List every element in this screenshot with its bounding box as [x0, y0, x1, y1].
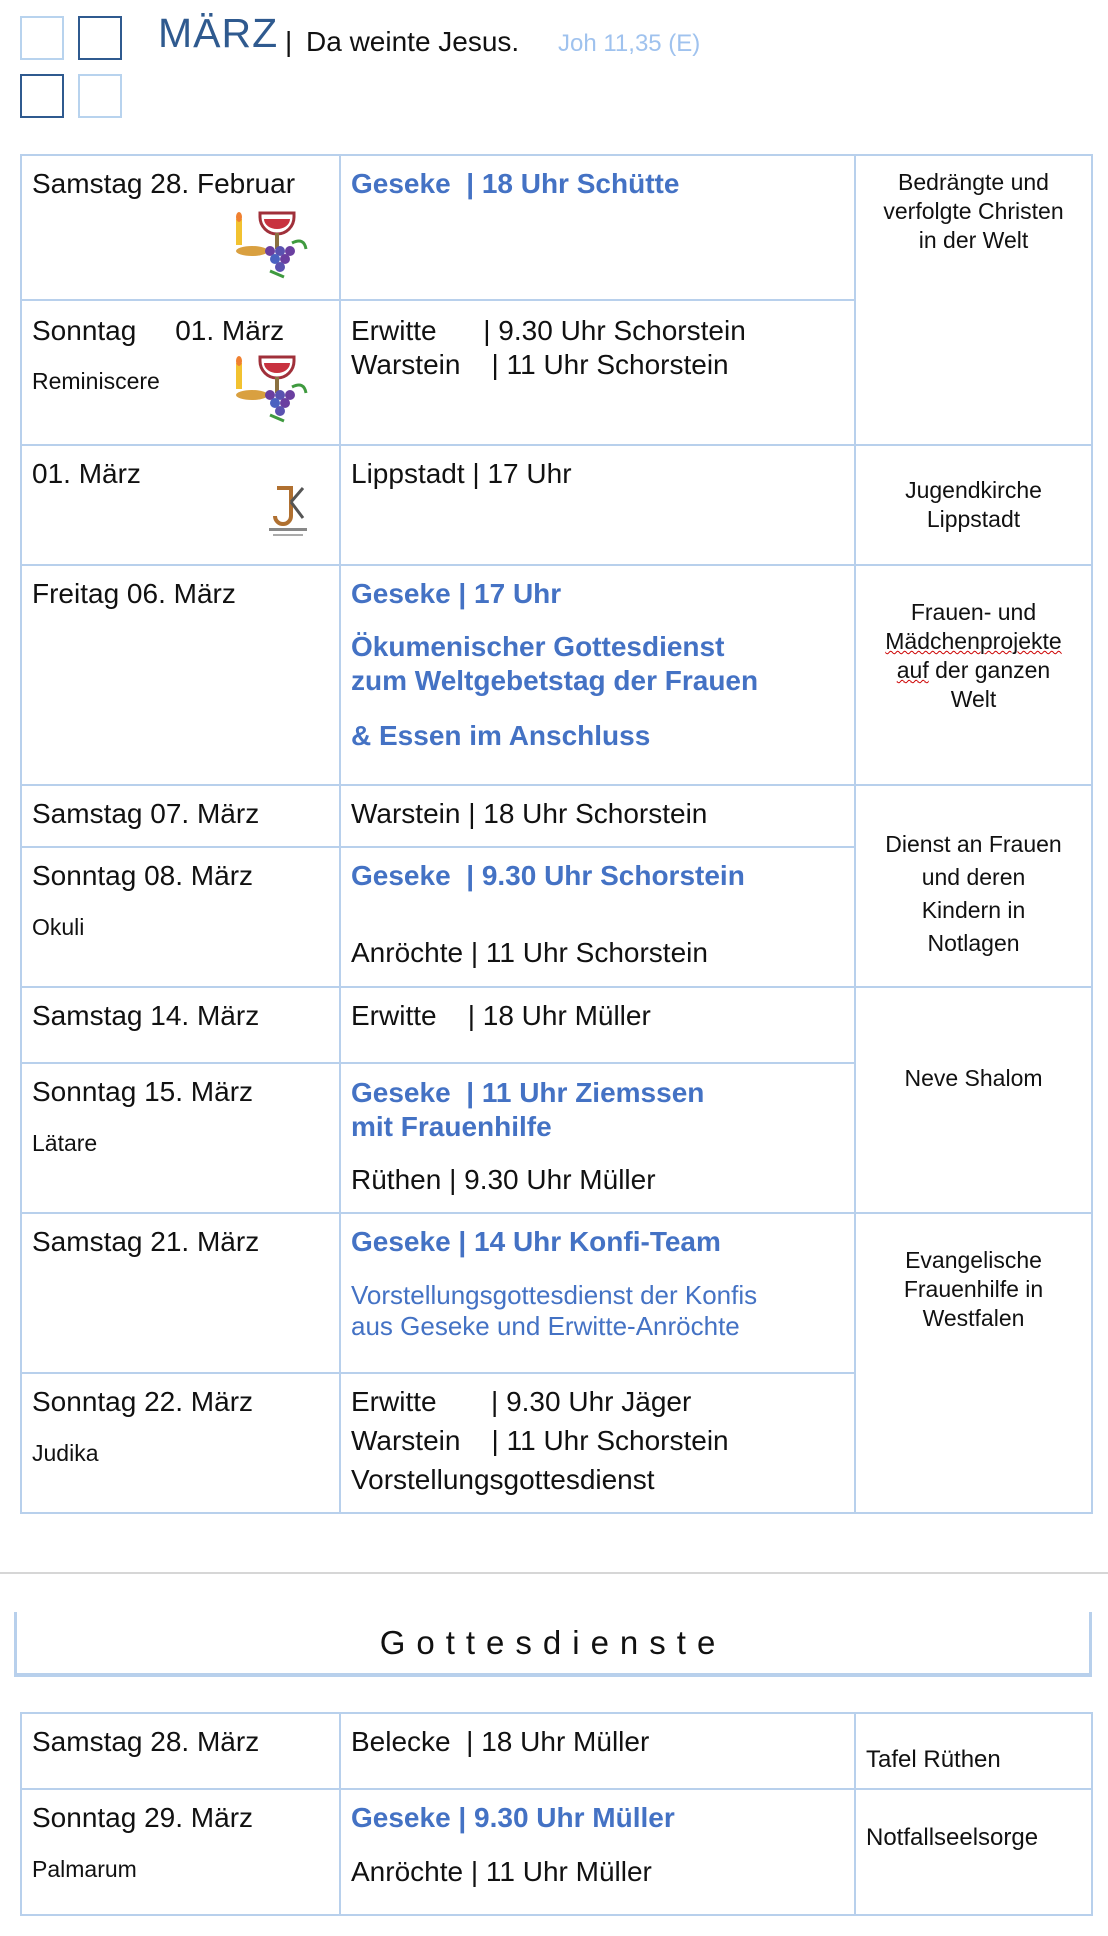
section-header-box	[14, 1612, 1092, 1677]
date-label: Samstag 07. März	[32, 798, 260, 829]
decor-square	[20, 16, 64, 60]
service-cell	[340, 445, 855, 565]
sunday-name: Okuli	[32, 914, 85, 940]
collection-cell	[855, 1713, 1092, 1789]
sunday-name: Judika	[32, 1440, 99, 1466]
decor-square	[20, 74, 64, 118]
bible-reference: Joh 11,35 (E)	[558, 30, 701, 57]
decor-square	[78, 74, 122, 118]
service-line: Anröchte | 11 Uhr Müller	[351, 1856, 652, 1887]
service-cell	[340, 847, 855, 987]
service-cell	[340, 785, 855, 847]
service-cell	[340, 987, 855, 1063]
service-cell	[340, 1063, 855, 1213]
sunday-name: Reminiscere	[32, 368, 160, 394]
service-line: Lippstadt | 17 Uhr	[351, 458, 572, 489]
collection-line: Frauen- und Mädchenprojekte auf der ganzen Welt	[885, 599, 1062, 712]
sunday-name: Palmarum	[32, 1856, 137, 1882]
table-row	[21, 987, 1092, 1063]
date-cell	[21, 785, 340, 847]
date-label: Sonntag 15. März	[32, 1076, 254, 1107]
service-line: Geseke | 18 Uhr Schütte	[351, 168, 680, 199]
decor-square	[78, 16, 122, 60]
date-label: 01. März	[32, 458, 141, 489]
service-cell	[340, 1789, 855, 1915]
sunday-name: Lätare	[32, 1130, 98, 1156]
date-label: Samstag 28. März	[32, 1726, 260, 1757]
date-label: Samstag 21. März	[32, 1226, 260, 1257]
date-label: Sonntag 08. März	[32, 860, 254, 891]
date-cell	[21, 1063, 340, 1213]
service-line: Anröchte | 11 Uhr Schorstein	[351, 937, 708, 968]
service-schedule-table-2	[20, 1712, 1093, 1916]
collection-purpose: Bedrängte und verfolgte Christen in der Welt	[883, 169, 1064, 253]
service-line: Warstein | 18 Uhr Schorstein	[351, 798, 708, 829]
service-line: Erwitte | 9.30 Uhr Schorstein	[351, 315, 746, 346]
date-cell	[21, 1213, 340, 1373]
date-cell	[21, 565, 340, 785]
service-cell	[340, 300, 855, 445]
service-line: Warstein | 11 Uhr Schorstein	[351, 349, 729, 380]
monthly-motto: Da weinte Jesus.	[306, 26, 520, 57]
collection-cell	[855, 155, 1092, 445]
date-label: Sonntag 01. März	[32, 315, 285, 346]
date-cell	[21, 155, 340, 300]
collection-purpose: Evangelische Frauenhilfe in Westfalen	[903, 1247, 1044, 1331]
service-cell	[340, 1373, 855, 1513]
collection-purpose: Notfallseelsorge	[866, 1824, 1039, 1851]
table-row	[21, 1789, 1092, 1915]
table-row	[21, 1213, 1092, 1373]
service-line: Vorstellungsgottesdienst	[351, 1464, 655, 1495]
collection-cell	[855, 785, 1092, 987]
date-label: Samstag 14. März	[32, 1000, 260, 1031]
service-cell	[340, 565, 855, 785]
date-cell	[21, 445, 340, 565]
service-line: Geseke | 9.30 Uhr Schorstein	[351, 860, 745, 891]
communion-chalice-icon	[230, 209, 310, 279]
date-label: Sonntag 29. März	[32, 1802, 254, 1833]
month-title: MÄRZ	[158, 10, 279, 56]
section-divider	[0, 1572, 1108, 1574]
collection-cell	[855, 1789, 1092, 1915]
table-row	[21, 785, 1092, 847]
date-cell	[21, 1373, 340, 1513]
date-cell	[21, 1713, 340, 1789]
service-line: Geseke | 14 Uhr Konfi-Team	[351, 1226, 721, 1257]
date-label: Samstag 28. Februar	[32, 168, 296, 199]
collection-purpose: Neve Shalom	[904, 1065, 1043, 1091]
collection-purpose: Dienst an Frauen und deren Kindern in Notlagen	[885, 831, 1062, 956]
service-cell	[340, 1213, 855, 1373]
service-line: Ökumenischer Gottesdienst zum Weltgebetstag der Frauen	[351, 631, 759, 696]
jugendkirche-logo-icon	[267, 482, 309, 540]
date-cell	[21, 300, 340, 445]
service-line: Rüthen | 9.30 Uhr Müller	[351, 1164, 656, 1195]
service-line: Geseke | 9.30 Uhr Müller	[351, 1802, 675, 1833]
service-line: Geseke | 11 Uhr Ziemssen mit Frauenhilfe	[351, 1077, 705, 1142]
table-row	[21, 1713, 1092, 1789]
service-line: Belecke | 18 Uhr Müller	[351, 1726, 650, 1757]
communion-chalice-icon	[230, 353, 310, 423]
table-row	[21, 155, 1092, 300]
collection-purpose: Tafel Rüthen	[866, 1746, 1001, 1773]
table-row	[21, 445, 1092, 565]
service-schedule-table	[20, 154, 1093, 1514]
date-cell	[21, 987, 340, 1063]
collection-cell	[855, 1213, 1092, 1513]
service-line: & Essen im Anschluss	[351, 720, 651, 751]
collection-purpose: Jugendkirche Lippstadt	[905, 477, 1042, 532]
date-label: Sonntag 22. März	[32, 1386, 254, 1417]
section-title: Gottesdienste	[379, 1624, 727, 1661]
collection-cell	[855, 445, 1092, 565]
service-line: Erwitte | 9.30 Uhr Jäger	[351, 1386, 692, 1417]
collection-cell	[855, 565, 1092, 785]
date-cell	[21, 847, 340, 987]
service-cell	[340, 1713, 855, 1789]
date-cell	[21, 1789, 340, 1915]
header-separator: |	[285, 26, 293, 57]
date-label: Freitag 06. März	[32, 578, 236, 609]
collection-cell	[855, 987, 1092, 1213]
table-row	[21, 565, 1092, 785]
service-line: Warstein | 11 Uhr Schorstein	[351, 1425, 729, 1456]
service-line: Vorstellungsgottesdienst der Konfis aus Geseke und Erwitte-Anröchte	[351, 1280, 758, 1341]
service-cell	[340, 155, 855, 300]
collection-purpose	[856, 598, 1091, 714]
service-line: Erwitte | 18 Uhr Müller	[351, 1000, 651, 1031]
service-line: Geseke | 17 Uhr	[351, 578, 562, 609]
